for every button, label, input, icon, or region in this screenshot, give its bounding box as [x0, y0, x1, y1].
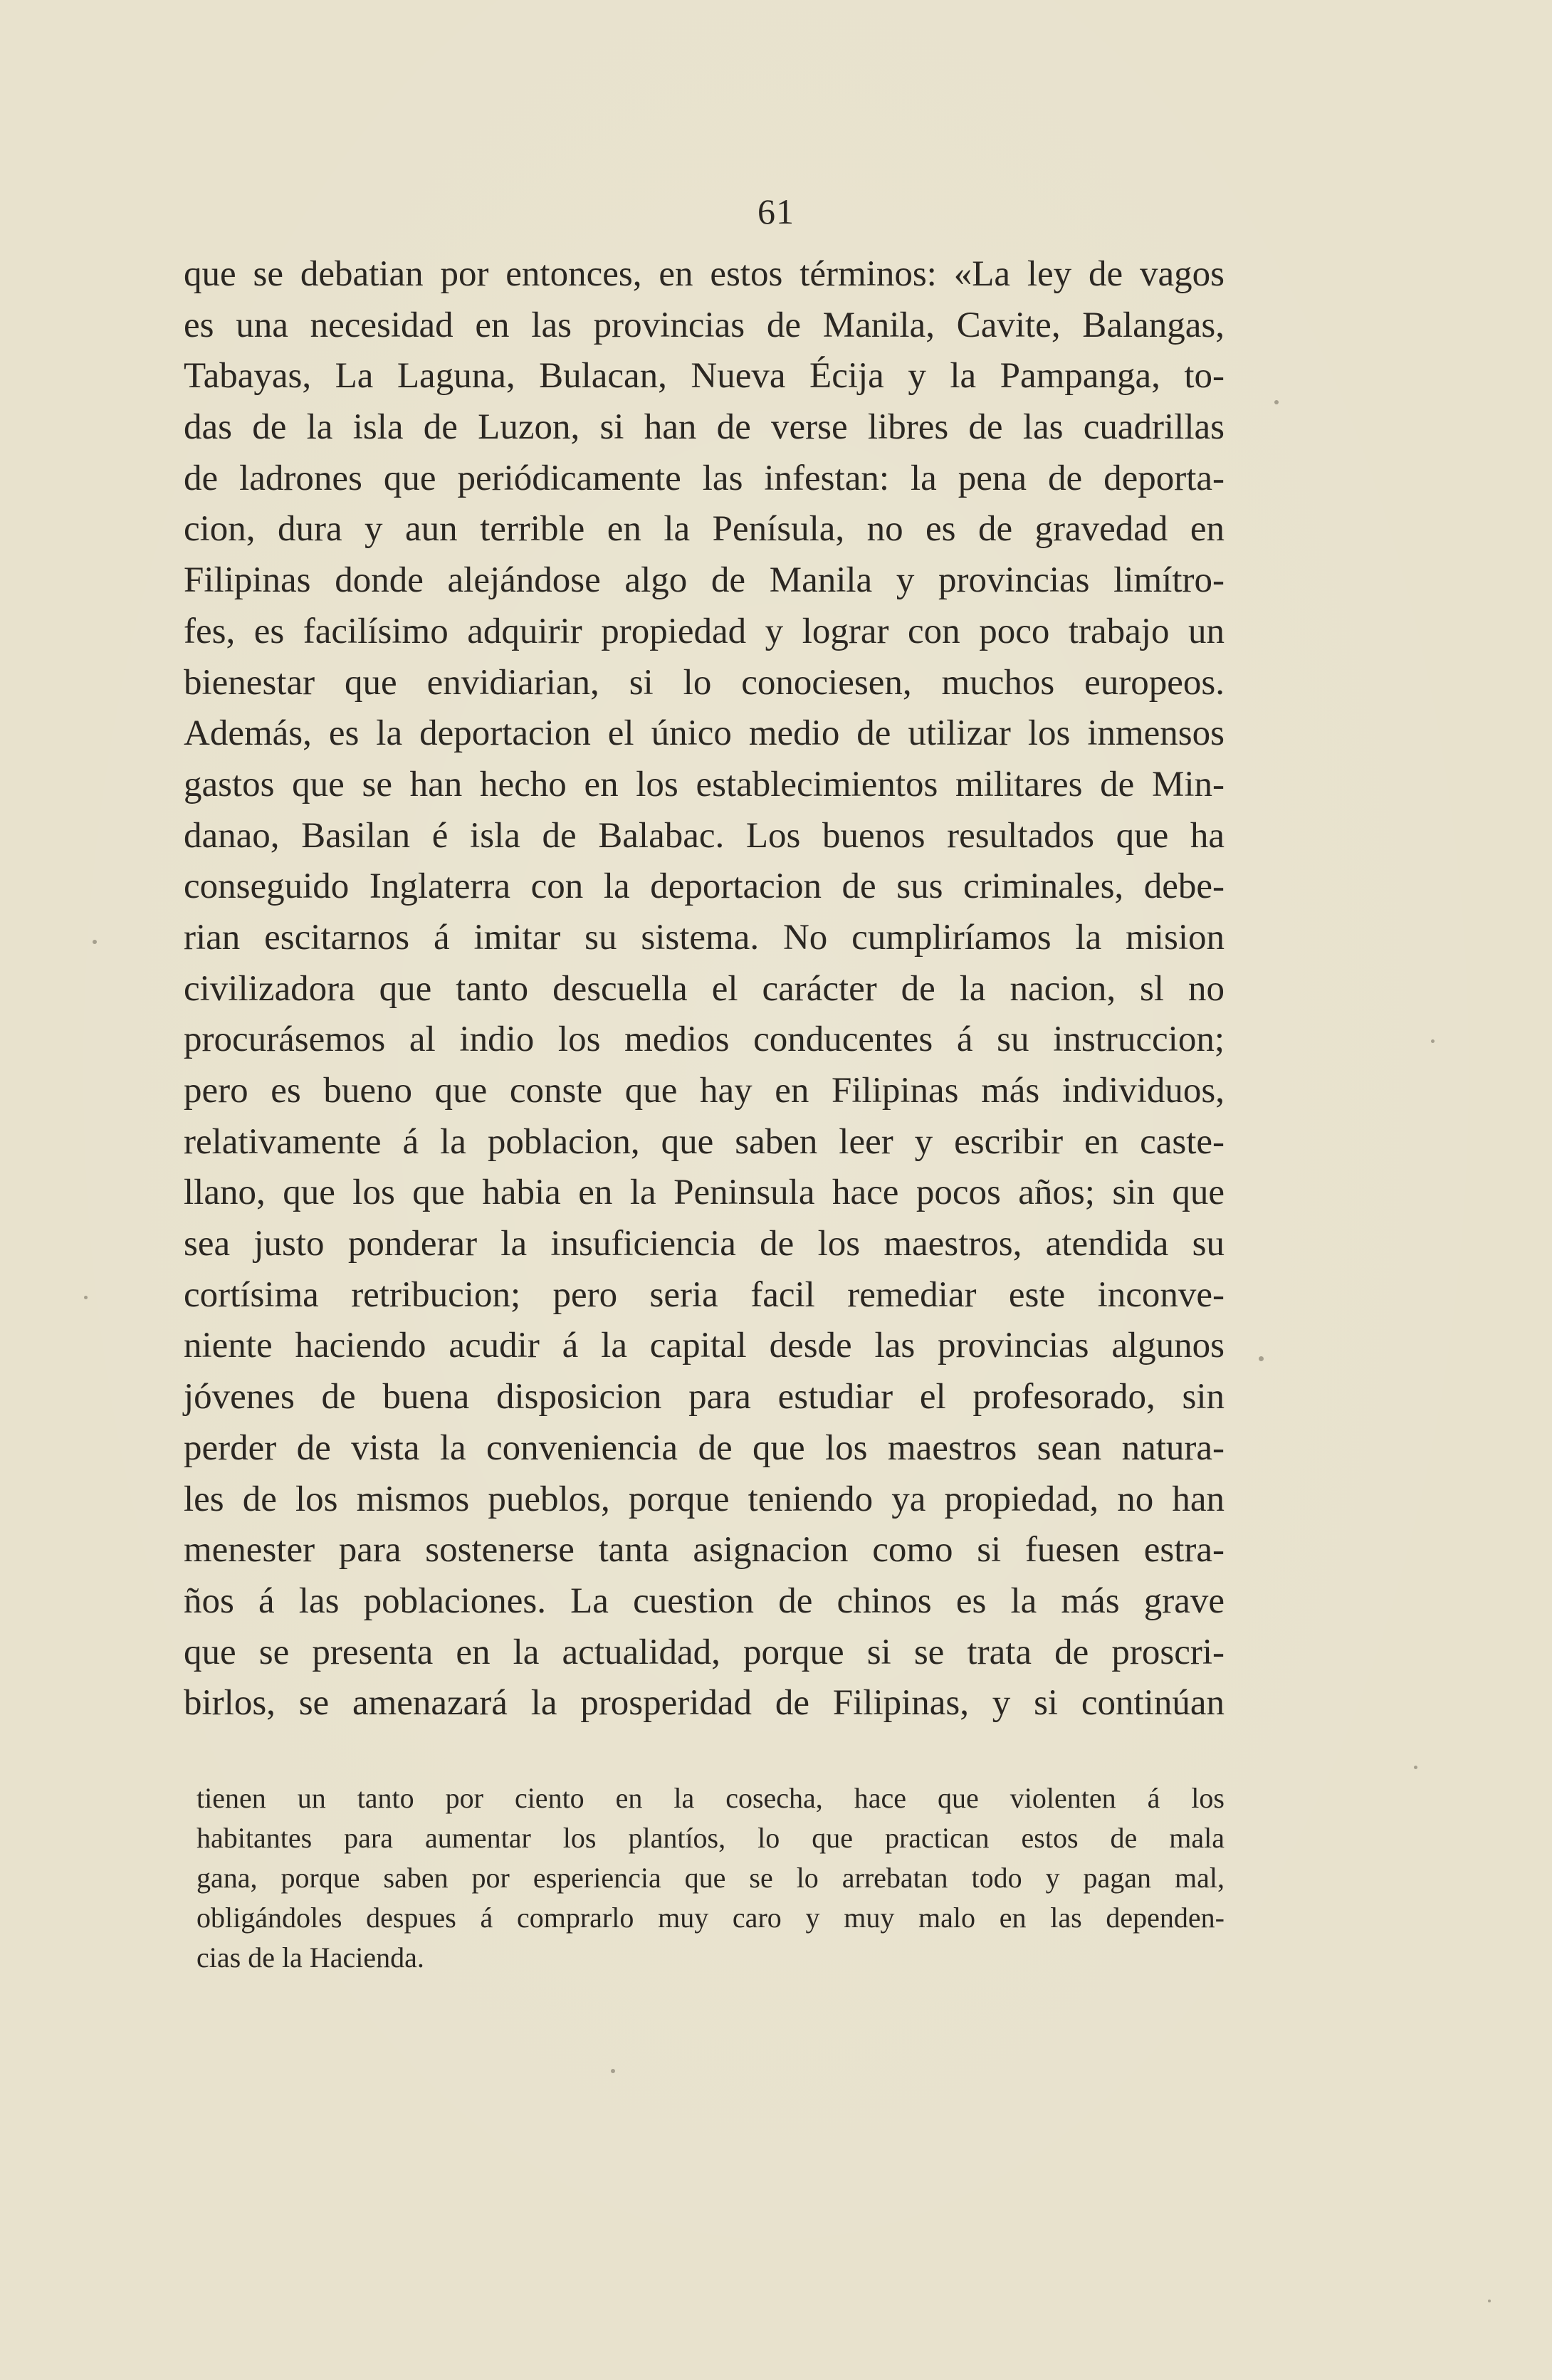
- text-line: procurásemos al indio los medios conducentes á su instruccion;: [184, 1019, 1225, 1060]
- paper-speck: [1488, 2300, 1491, 2302]
- text-line: que se presenta en la actualidad, porque si se trata de proscri-: [184, 1632, 1225, 1672]
- footnote-line: habitantes para aumentar los plantíos, lo que practican estos de mala: [196, 1822, 1225, 1854]
- text-line: civilizadora que tanto descuella el carácter de la nacion, sl no: [184, 968, 1225, 1009]
- text-line: das de la isla de Luzon, si han de verse libres de las cuadrillas: [184, 407, 1225, 448]
- text-line: gastos que se han hecho en los establecimientos militares de Min-: [184, 764, 1225, 804]
- text-line: perder de vista la conveniencia de que los maestros sean natura-: [184, 1427, 1225, 1468]
- footnote-line: cias de la Hacienda.: [196, 1941, 424, 1973]
- text-line: conseguido Inglaterra con la deportacion de sus criminales, debe-: [184, 866, 1225, 907]
- text-line: de ladrones que periódicamente las infestan: la pena de deporta-: [184, 458, 1225, 498]
- paper-speck: [611, 2069, 615, 2073]
- page-number: 61: [757, 192, 795, 231]
- text-line: pero es bueno que conste que hay en Filipinas más individuos,: [184, 1071, 1225, 1111]
- text-line: fes, es facilísimo adquirir propiedad y lograr con poco trabajo un: [184, 611, 1225, 651]
- footnote-line: obligándoles despues á comprarlo muy caro y muy malo en las dependen-: [196, 1902, 1225, 1934]
- text-line: Además, es la deportacion el único medio de utilizar los inmensos: [184, 713, 1225, 754]
- footnote-line: tienen un tanto por ciento en la cosecha, hace que violenten á los: [196, 1782, 1225, 1814]
- body-text: [184, 249, 1225, 1729]
- paper-speck: [1431, 1039, 1435, 1043]
- text-line: sea justo ponderar la insuficiencia de los maestros, atendida su: [184, 1224, 1225, 1264]
- text-line: les de los mismos pueblos, porque teniendo ya propiedad, no han: [184, 1479, 1225, 1519]
- text-line: llano, que los que habia en la Peninsula hace pocos años; sin que: [184, 1173, 1225, 1213]
- text-line: niente haciendo acudir á la capital desde las provincias algunos: [184, 1326, 1225, 1366]
- paper-speck: [1414, 1766, 1417, 1769]
- text-line: es una necesidad en las provincias de Manila, Cavite, Balangas,: [184, 305, 1225, 345]
- text-line: relativamente á la poblacion, que saben leer y escribir en caste-: [184, 1121, 1225, 1162]
- footnote: [196, 1778, 1225, 1978]
- paper-speck: [93, 940, 97, 944]
- text-line: rian escitarnos á imitar su sistema. No cumpliríamos la mision: [184, 917, 1225, 958]
- text-line: que se debatian por entonces, en estos términos: «La ley de vagos: [184, 254, 1225, 294]
- text-line: Filipinas donde alejándose algo de Manila y provincias limítro-: [184, 560, 1225, 601]
- text-line: bienestar que envidiarian, si lo conociesen, muchos europeos.: [184, 662, 1225, 703]
- text-line: danao, Basilan é isla de Balabac. Los buenos resultados que ha: [184, 815, 1225, 856]
- text-line: cortísima retribucion; pero seria facil remediar este inconve-: [184, 1274, 1225, 1315]
- paper-speck: [1274, 400, 1279, 404]
- text-line: ños á las poblaciones. La cuestion de chinos es la más grave: [184, 1580, 1225, 1621]
- text-line: Tabayas, La Laguna, Bulacan, Nueva Écija y la Pampanga, to-: [184, 356, 1225, 397]
- text-line: cion, dura y aun terrible en la Penísula, no es de gravedad en: [184, 509, 1225, 550]
- footnote-line: gana, porque saben por esperiencia que se lo arrebatan todo y pagan mal,: [196, 1862, 1225, 1894]
- text-line: birlos, se amenazará la prosperidad de Filipinas, y si continúan: [184, 1683, 1225, 1724]
- paper-speck: [1259, 1356, 1264, 1361]
- text-line: menester para sostenerse tanta asignacion como si fuesen estra-: [184, 1530, 1225, 1571]
- paper-speck: [84, 1296, 88, 1299]
- text-line: jóvenes de buena disposicion para estudiar el profesorado, sin: [184, 1377, 1225, 1417]
